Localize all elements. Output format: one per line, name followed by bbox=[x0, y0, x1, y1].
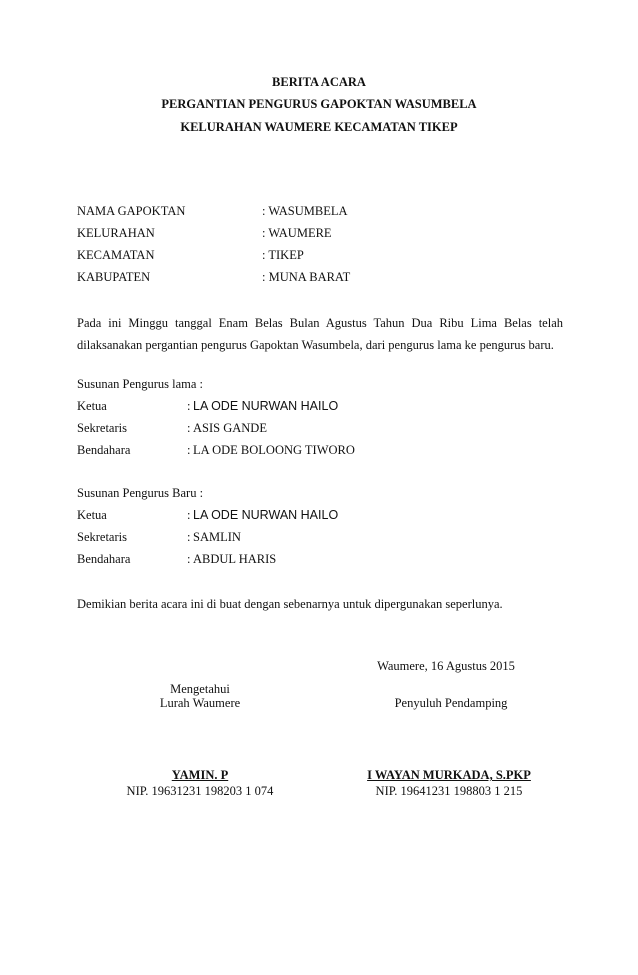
info-value-kecamatan: : TIKEP bbox=[262, 248, 304, 262]
new-board-colon-bendahara: : bbox=[187, 552, 191, 566]
left-signer-nip: NIP. 19631231 198203 1 074 bbox=[126, 784, 274, 798]
new-board-name-sekretaris: SAMLIN bbox=[193, 530, 241, 544]
old-board-title: Susunan Pengurus lama : bbox=[77, 377, 204, 391]
new-board-title: Susunan Pengurus Baru : bbox=[77, 486, 204, 500]
new-board-role-ketua: Ketua bbox=[77, 508, 107, 522]
info-label-gapoktan: NAMA GAPOKTAN bbox=[77, 204, 186, 218]
doc-title: BERITA ACARA bbox=[272, 75, 366, 89]
new-board-colon-ketua: : bbox=[187, 508, 191, 522]
right-signer-nip: NIP. 19641231 198803 1 215 bbox=[375, 784, 523, 798]
info-label-kabupaten: KABUPATEN bbox=[77, 270, 151, 284]
old-board-colon-ketua: : bbox=[187, 399, 191, 413]
left-signer-name: YAMIN. P bbox=[171, 768, 229, 782]
new-board-name-bendahara: ABDUL HARIS bbox=[193, 552, 277, 566]
new-board-role-sekretaris: Sekretaris bbox=[77, 530, 127, 544]
doc-subtitle: PERGANTIAN PENGURUS GAPOKTAN WASUMBELA bbox=[161, 97, 477, 111]
old-board-name-sekretaris: ASIS GANDE bbox=[193, 421, 267, 435]
old-board-colon-bendahara: : bbox=[187, 443, 191, 457]
left-sign-title-2: Lurah Waumere bbox=[159, 696, 241, 710]
old-board-role-sekretaris: Sekretaris bbox=[77, 421, 127, 435]
closing-statement: Demikian berita acara ini di buat dengan sebenarnya untuk dipergunakan seperlunya. bbox=[77, 597, 503, 611]
old-board-role-bendahara: Bendahara bbox=[77, 443, 131, 457]
new-board-name-ketua: LA ODE NURWAN HAILO bbox=[193, 508, 339, 522]
old-board-role-ketua: Ketua bbox=[77, 399, 107, 413]
info-label-kelurahan: KELURAHAN bbox=[77, 226, 155, 240]
right-sign-title: Penyuluh Pendamping bbox=[394, 696, 508, 710]
old-board-colon-sekretaris: : bbox=[187, 421, 191, 435]
doc-subtitle-location: KELURAHAN WAUMERE KECAMATAN TIKEP bbox=[180, 120, 458, 134]
right-signer-name: I WAYAN MURKADA, S.PKP bbox=[367, 768, 531, 782]
info-label-kecamatan: KECAMATAN bbox=[77, 248, 155, 262]
new-board-colon-sekretaris: : bbox=[187, 530, 191, 544]
place-date: Waumere, 16 Agustus 2015 bbox=[377, 659, 515, 673]
new-board-role-bendahara: Bendahara bbox=[77, 552, 131, 566]
info-value-kelurahan: : WAUMERE bbox=[262, 226, 332, 240]
info-value-gapoktan: : WASUMBELA bbox=[262, 204, 348, 218]
body-paragraph-line-2: dilaksanakan pergantian pengurus Gapoktan Wasumbela, dari pengurus lama ke pengurus baru. bbox=[77, 338, 554, 352]
body-paragraph-line-1: Pada ini Minggu tanggal Enam Belas Bulan Agustus Tahun Dua Ribu Lima Belas telah bbox=[77, 316, 563, 330]
old-board-name-bendahara: LA ODE BOLOONG TIWORO bbox=[193, 443, 355, 457]
old-board-name-ketua: LA ODE NURWAN HAILO bbox=[193, 399, 339, 413]
info-value-kabupaten: : MUNA BARAT bbox=[262, 270, 351, 284]
left-sign-title-1: Mengetahui bbox=[170, 682, 230, 696]
